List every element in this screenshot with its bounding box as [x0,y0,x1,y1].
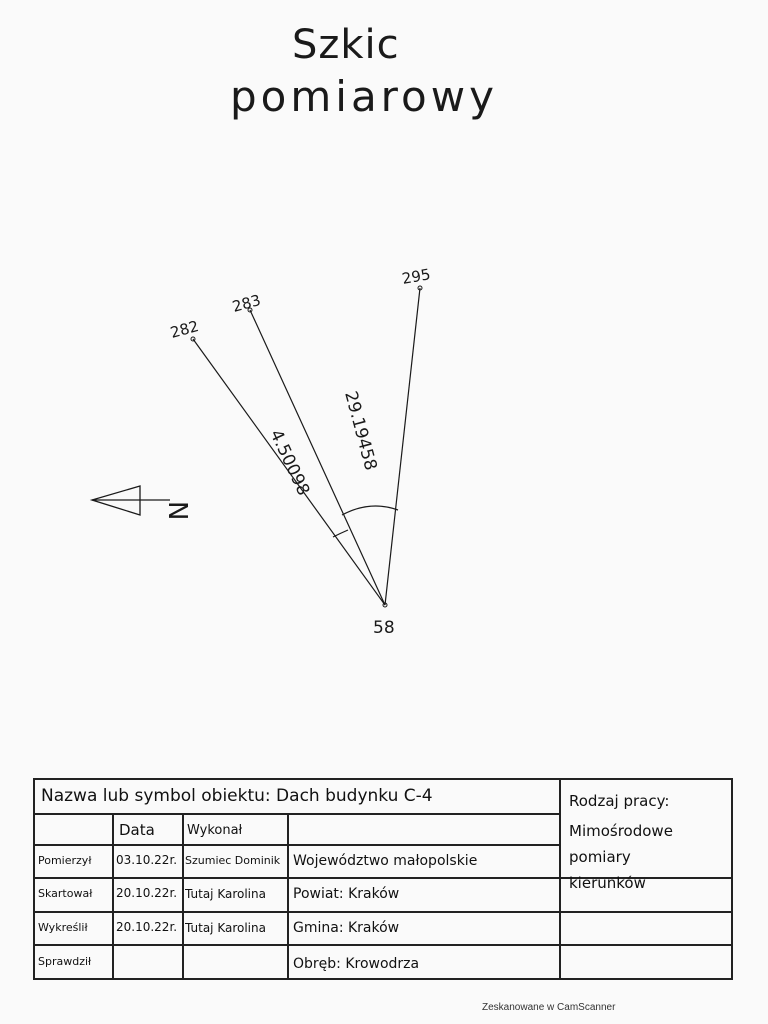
header-date: Data [119,821,155,839]
title-line-2: pomiarowy [230,72,498,121]
north-symbol: N [162,501,192,521]
row-person-mapped: Tutaj Karolina [185,887,266,901]
work-type-line-2: pomiary [569,848,631,866]
object-name-label: Nazwa lub symbol obiektu: Dach budynku C-4 [41,786,433,806]
work-type-line-1: Mimośrodowe [569,822,673,840]
point-283-label: 283 [230,291,263,316]
row-label-mapped: Skartował [38,887,93,900]
row-location-county: Powiat: Kraków [293,886,400,902]
title-line-1: Szkic [292,22,400,68]
work-type-label: Rodzaj pracy: [569,792,670,810]
row-date-drawn: 20.10.22r. [116,920,178,934]
distance-label-283: 4.50098 [265,426,314,499]
work-type-line-3: kierunków [569,874,646,892]
row-label-checked: Sprawdził [38,955,92,968]
distance-label-295: 29.19458 [340,389,381,473]
point-282-label: 282 [168,317,201,342]
north-arrow [92,486,192,520]
station-58-label: 58 [373,618,395,638]
row-person-measured: Szumiec Dominik [185,854,281,867]
row-label-drawn: Wykreślił [38,921,88,934]
header-performed: Wykonał [187,823,243,838]
row-location-district: Obręb: Krowodrza [293,956,420,972]
row-location-commune: Gmina: Kraków [293,920,400,936]
row-location-voivodeship: Województwo małopolskie [293,853,478,869]
row-date-mapped: 20.10.22r. [116,886,178,900]
row-person-drawn: Tutaj Karolina [185,921,266,935]
row-date-measured: 03.10.22r. [116,853,178,867]
scanner-watermark: Zeskanowane w CamScanner [482,1002,616,1013]
row-label-measured: Pomierzył [38,854,92,867]
ray-to-295 [385,288,420,605]
title-block-table [33,778,733,980]
angle-arc-small [333,530,348,537]
angle-arc-large [342,506,398,515]
point-295-label: 295 [400,265,432,288]
